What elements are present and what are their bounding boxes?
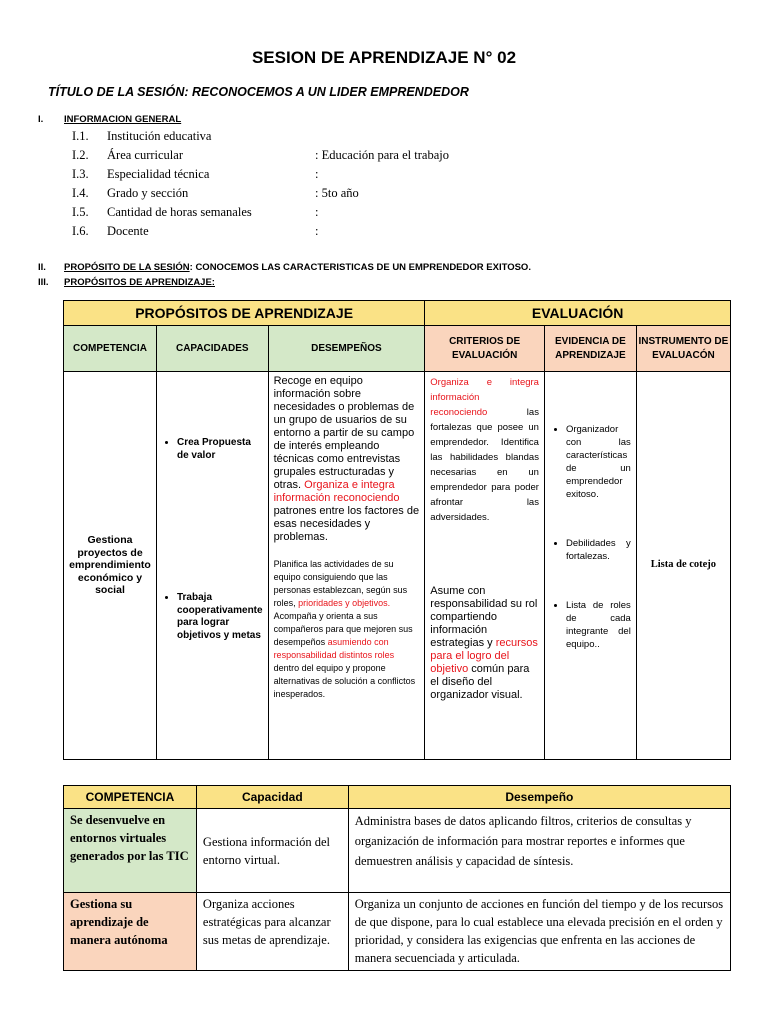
learning-purposes-table (63, 300, 731, 760)
section-number: II. (38, 262, 46, 273)
desempeno-highlight: asumiendo con responsabilidad distintos roles (273, 637, 395, 660)
competencia-cell: Se desenvuelve en entornos virtuales generados por las TIC (64, 809, 197, 893)
competencia-cell: Gestiona proyectos de emprendimiento económico y social (64, 372, 157, 760)
info-value: : Educación para el trabajo (315, 148, 449, 162)
info-value: : (315, 224, 319, 238)
section-heading: INFORMACION GENERAL (64, 114, 182, 125)
evidence-item: • Lista de roles de cada integrante del equipo.. (566, 599, 631, 651)
capacity-item: • Crea Propuesta de valor (177, 437, 263, 462)
document-title: SESION DE APRENDIZAJE N° 02 (251, 48, 517, 67)
info-label: Especialidad técnica (107, 167, 210, 181)
session-purpose-text: : CONOCEMOS LAS CARACTERISTICAS DE UN EMPRENDEDOR EXITOSO. (189, 262, 531, 273)
criterio-2 (430, 585, 539, 702)
evidence-item: • Organizador con las características de un emprendedor exitoso. (566, 423, 631, 501)
desempeno-text: patrones entre los factores de esas necesidades y problemas. (273, 505, 420, 543)
desempenos-cell (268, 372, 425, 760)
desempeno-text: dentro del equipo y propone alternativas de solución a conflictos inesperados. (273, 663, 416, 699)
section-text (64, 262, 531, 273)
desempeno-text: Acompaña y orienta a sus compañeros para que mejoren sus desempeños (273, 611, 413, 647)
section-number: I. (38, 114, 44, 125)
desempeno-2 (274, 558, 420, 701)
criterios-cell (425, 372, 545, 760)
header-desempenos: DESEMPEÑOS (268, 326, 425, 372)
section-heading: PROPÓSITO DE LA SESIÓN (64, 262, 190, 273)
desempeno-cell: Organiza un conjunto de acciones en función del tiempo y de los recursos de que dispone, para lo cual establece una elevada precisión en el orden y prioridad, y considera las exigencias que enfrenta en las acciones de manera secuenciada y articulada. (348, 893, 730, 971)
header-criterios: CRITERIOS DE EVALUACIÓN (425, 326, 545, 372)
info-label: Cantidad de horas semanales (107, 205, 252, 219)
info-number: I.4. (72, 186, 89, 200)
info-number: I.2. (72, 148, 89, 162)
header-evaluation: EVALUACIÓN (425, 301, 731, 326)
capacidad-cell: Organiza acciones estratégicas para alcanzar sus metas de aprendizaje. (196, 893, 348, 971)
info-value: : 5to año (315, 186, 359, 200)
info-value: : (315, 167, 319, 181)
section-heading: PROPÓSITOS DE APRENDIZAJE: (64, 277, 215, 288)
criterio-text: las fortalezas que posee un emprendedor. Identifica las habilidades blandas necesarias en un emprendedor para poder afrontar las adversidades. (430, 407, 539, 523)
desempeno-highlight: Organiza e integra información reconociendo (273, 479, 400, 504)
info-value: : (315, 205, 319, 219)
competencia-cell: Gestiona su aprendizaje de manera autónoma (64, 893, 197, 971)
criterio-highlight: Organiza e integra información reconociendo (430, 377, 539, 418)
desempeno-text: Planifica las actividades de su equipo consiguiendo que las personas establezcan, según sus roles, (273, 559, 408, 608)
info-number: I.3. (72, 167, 89, 181)
session-title: TÍTULO DE LA SESIÓN: RECONOCEMOS A UN LIDER EMPRENDEDOR (48, 85, 469, 99)
info-label: Institución educativa (107, 129, 212, 143)
criterio-text: común para el diseño del organizador visual. (430, 663, 530, 701)
header-desempeno: Desempeño (348, 786, 730, 809)
header-capacidades: CAPACIDADES (156, 326, 268, 372)
header-instrumento: INSTRUMENTO DE EVALUACÓN (636, 326, 730, 372)
criterio-highlight: recursos para el logro del objetivo (430, 637, 538, 675)
header-capacidad: Capacidad (196, 786, 348, 809)
capacidades-cell (156, 372, 268, 760)
desempeno-text: Recoge en equipo información sobre necesidades o problemas de un grupo de usuarios de su entorno a partir de su campo de interés empleando técnicas como entrevistas grupales estructuradas y otras. (273, 375, 415, 491)
header-learning-purposes: PROPÓSITOS DE APRENDIZAJE (64, 301, 425, 326)
header-evidencia: EVIDENCIA DE APRENDIZAJE (544, 326, 636, 372)
desempeno-cell: Administra bases de datos aplicando filtros, criterios de consultas y organización de información para mostrar reportes e informes que demuestren análisis y capacidad de síntesis. (348, 809, 730, 893)
info-number: I.6. (72, 224, 89, 238)
info-number: I.5. (72, 205, 89, 219)
desempeno-1 (274, 375, 420, 544)
criterio-1 (430, 375, 539, 525)
header-competencia: COMPETENCIA (64, 786, 197, 809)
info-label: Docente (107, 224, 149, 238)
competencies-table (63, 785, 731, 971)
capacidad-cell: Gestiona información del entorno virtual. (196, 809, 348, 893)
header-competencia: COMPETENCIA (64, 326, 157, 372)
info-number: I.1. (72, 129, 89, 143)
evidencia-cell (544, 372, 636, 760)
instrumento-cell: Lista de cotejo (636, 372, 730, 760)
desempeno-highlight: prioridades y objetivos. (298, 598, 391, 608)
capacity-item: • Trabaja cooperativamente para lograr objetivos y metas (177, 592, 263, 642)
info-label: Grado y sección (107, 186, 189, 200)
criterio-text: Asume con responsabilidad su rol compartiendo información estrategias y (430, 585, 538, 649)
evidence-item: • Debilidades y fortalezas. (566, 537, 631, 563)
info-label: Área curricular (107, 148, 183, 162)
section-number: III. (38, 277, 49, 288)
